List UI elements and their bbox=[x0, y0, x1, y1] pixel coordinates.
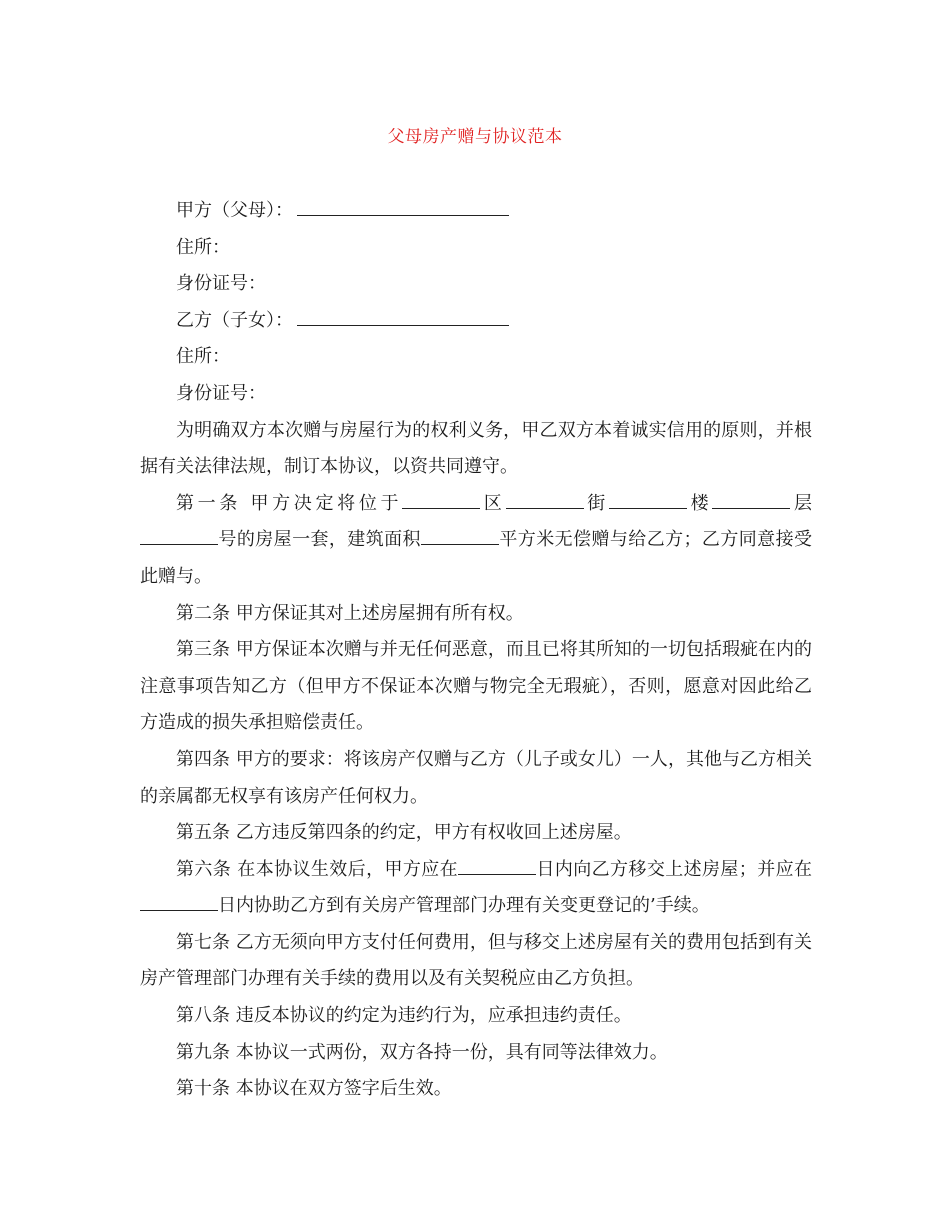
article-1-text-7: 平方米无偿赠与给乙方；乙方同意接受此赠与。 bbox=[140, 529, 813, 587]
party-a-id: 身份证号： bbox=[176, 273, 266, 295]
party-a-label: 甲方（父母）： bbox=[176, 200, 293, 221]
article-1-text-4: 楼 bbox=[686, 492, 713, 514]
document-title: 父母房产赠与协议范本 bbox=[387, 127, 563, 147]
article-1-text-5: 层 bbox=[790, 492, 813, 514]
party-a-line bbox=[140, 193, 812, 230]
article-1-text-6: 号的房屋一套，建筑面积 bbox=[218, 529, 421, 551]
article-2: 第二条 甲方保证其对上述房屋拥有所有权。 bbox=[176, 602, 524, 624]
preamble-paragraph: 为明确双方本次赠与房屋行为的权利义务，甲乙双方本着诚实信用的原则，并根据有关法律法规，制订本协议，以资共同遵守。 bbox=[140, 419, 812, 478]
article-1 bbox=[140, 486, 812, 596]
blank-district bbox=[402, 494, 480, 509]
blank-street bbox=[506, 494, 584, 509]
blank-handover-days bbox=[458, 860, 536, 875]
blank-number bbox=[140, 530, 218, 545]
party-b-label: 乙方（子女）： bbox=[176, 309, 293, 331]
document-body bbox=[140, 193, 812, 1108]
party-b-blank bbox=[297, 311, 509, 326]
article-1-text-1: 第一条 甲方决定将位于 bbox=[176, 492, 403, 514]
article-1-text-3: 街 bbox=[583, 492, 609, 514]
article-10: 第十条 本协议在双方签字后生效。 bbox=[176, 1078, 452, 1100]
blank-registration-days bbox=[140, 896, 218, 911]
party-b-line bbox=[140, 303, 812, 340]
party-a-blank bbox=[297, 201, 509, 216]
article-1-text-2: 区 bbox=[480, 492, 506, 514]
article-6 bbox=[140, 852, 812, 925]
blank-floor bbox=[712, 494, 790, 509]
party-b-address: 住所： bbox=[176, 346, 230, 368]
article-7: 第七条 乙方无须向甲方支付任何费用，但与移交上述房屋有关的费用包括到有关房产管理部门办理有关手续的费用以及有关契税应由乙方负担。 bbox=[140, 931, 812, 990]
party-b-id: 身份证号： bbox=[176, 382, 266, 404]
blank-building bbox=[609, 494, 687, 509]
article-6-text-3: 日内协助乙方到有关房产管理部门办理有关变更登记的’手续。 bbox=[218, 895, 710, 917]
party-a-address: 住所： bbox=[176, 236, 230, 258]
article-6-text-2: 日内向乙方移交上述房屋；并应在 bbox=[536, 858, 812, 880]
article-3: 第三条 甲方保证本次赠与并无任何恶意，而且已将其所知的一切包括瑕疵在内的注意事项告知乙方（但甲方不保证本次赠与物完全无瑕疵），否则，愿意对因此给乙方造成的损失承担赔偿责任。 bbox=[140, 639, 812, 734]
article-9: 第九条 本协议一式两份，双方各持一份，具有同等法律效力。 bbox=[176, 1041, 668, 1063]
blank-area bbox=[421, 530, 499, 545]
article-4: 第四条 甲方的要求：将该房产仅赠与乙方（儿子或女儿）一人，其他与乙方相关的亲属都无权享有该房产任何权力。 bbox=[140, 748, 812, 807]
article-5: 第五条 乙方违反第四条的约定，甲方有权收回上述房屋。 bbox=[176, 822, 632, 844]
article-6-text-1: 第六条 在本协议生效后，甲方应在 bbox=[176, 858, 459, 880]
article-8: 第八条 违反本协议的约定为违约行为，应承担违约责任。 bbox=[176, 1005, 632, 1027]
